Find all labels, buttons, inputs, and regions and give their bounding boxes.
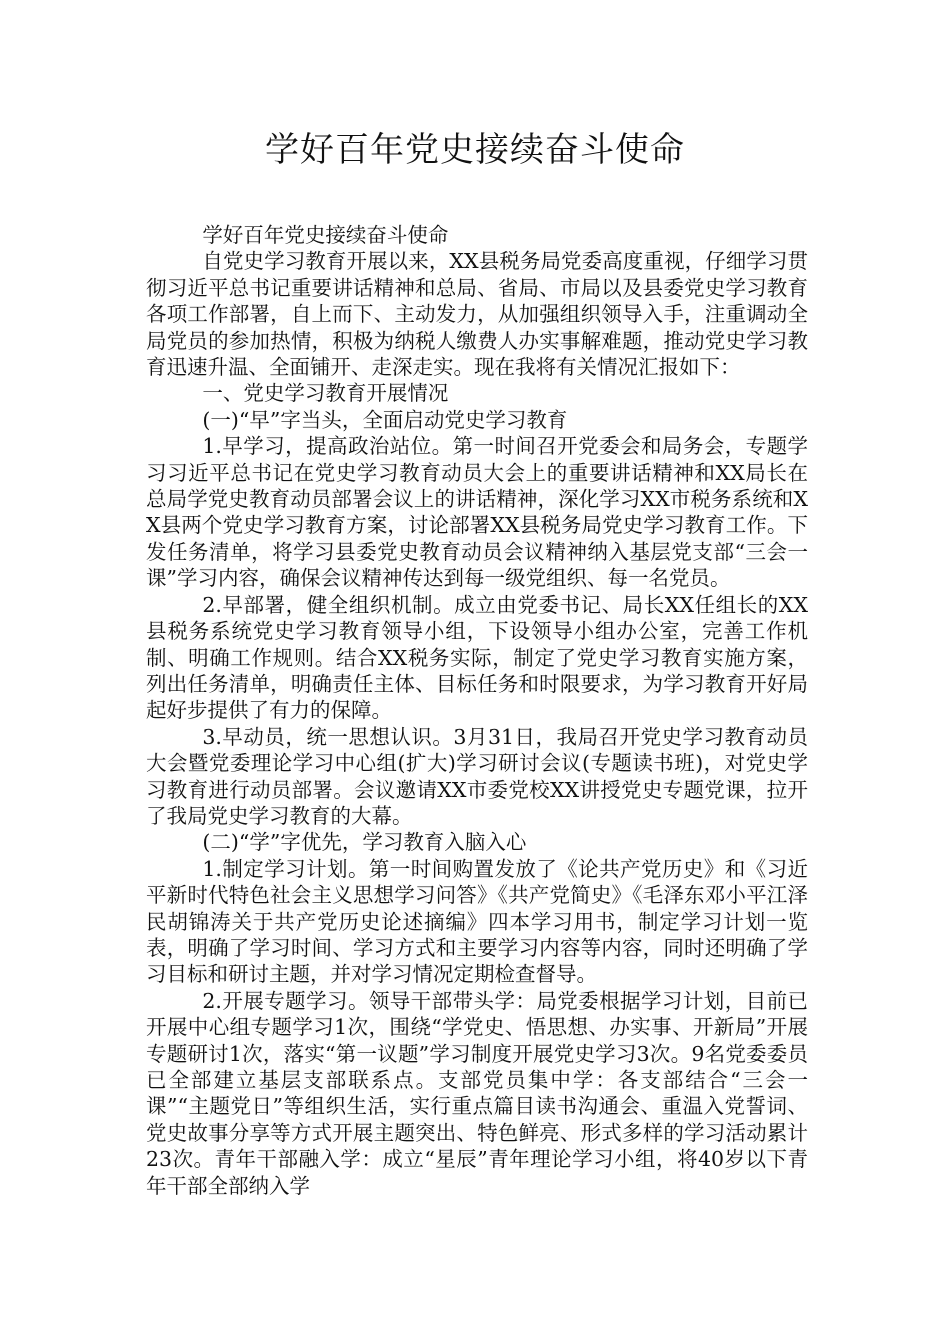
- heading-section-1: 一、党史学习教育开展情况: [202, 381, 449, 406]
- paragraph-subtitle: 学好百年党史接续奋斗使命: [202, 223, 449, 247]
- heading-subsection-2: (二)“学”字优先，学习教育入脑入心: [202, 830, 527, 855]
- paragraph-intro: 自党史学习教育开展以来，XX县税务局党委高度重视，仔细学习贯彻习近平总书记重要讲话精神和总局、省局、市局以及县委党史学习教育各项工作部署，自上而下、主动发力，从加强组织领导入手，注重调动全局党员的参加热情，积极为纳税人缴费人办实事解难题，推动党史学习教育迅速升温、全面铺开、走深走实。现在我将有关情况汇报如下：: [146, 249, 808, 380]
- heading-subsection-1: (一)“早”字当头，全面启动党史学习教育: [202, 407, 568, 432]
- paragraph-item-1-2: 2.早部署，健全组织机制。成立由党委书记、局长XX任组长的XX县税务系统党史学习教育领导小组，下设领导小组办公室，完善工作机制、明确工作规则。结合XX税务实际，制定了党史学习教育实施方案，列出任务清单，明确责任主体、目标任务和时限要求，为学习教育开好局起好步提供了有力的保障。: [146, 592, 808, 723]
- paragraph-item-2-1: 1.制定学习计划。第一时间购置发放了《论共产党历史》和《习近平新时代特色社会主义思想学习问答》《共产党简史》《毛泽东邓小平江泽民胡锦涛关于共产党历史论述摘编》四本学习用书，制定学习计划一览表，明确了学习时间、学习方式和主要学习内容等内容，同时还明确了学习目标和研讨主题，并对学习情况定期检查督导。: [146, 856, 808, 987]
- document-title: 学好百年党史接续奋斗使命: [265, 130, 685, 170]
- paragraph-item-1-3: 3.早动员，统一思想认识。3月31日，我局召开党史学习教育动员大会暨党委理论学习中心组(扩大)学习研讨会议(专题读书班)，对党史学习教育进行动员部署。会议邀请XX市委党校XX讲授党史专题党课，拉开了我局党史学习教育的大幕。: [146, 724, 808, 828]
- paragraph-item-1-1: 1.早学习，提高政治站位。第一时间召开党委会和局务会，专题学习习近平总书记在党史学习教育动员大会上的重要讲话精神和XX局长在总局学党史教育动员部署会议上的讲话精神，深化学习XX市税务系统和XX县两个党史学习教育方案，讨论部署XX县税务局党史学习教育工作。下发任务清单，将学习县委党史教育动员会议精神纳入基层党支部“三会一课”学习内容，确保会议精神传达到每一级党组织、每一名党员。: [146, 434, 808, 591]
- paragraph-item-2-2: 2.开展专题学习。领导干部带头学：局党委根据学习计划，目前已开展中心组专题学习1次，围绕“学党史、悟思想、办实事、开新局”开展专题研讨1次，落实“第一议题”学习制度开展党史学习3次。9名党委委员已全部建立基层支部联系点。支部党员集中学：各支部结合“三会一课”“主题党日”等组织生活，实行重点篇目读书沟通会、重温入党誓词、党史故事分享等方式开展主题突出、特色鲜亮、形式多样的学习活动累计23次。青年干部融入学：成立“星辰”青年理论学习小组，将40岁以下青年干部全部纳入学: [146, 988, 808, 1198]
- document-body: [146, 222, 808, 1199]
